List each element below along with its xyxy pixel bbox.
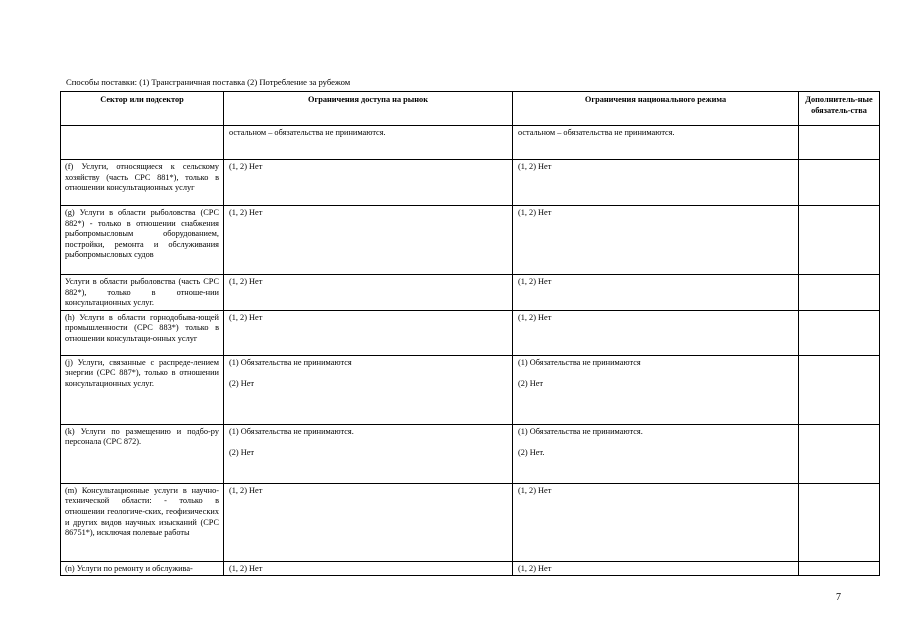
national-treatment-cell (513, 355, 799, 424)
national-treatment-cell: (1, 2) Нет (513, 561, 799, 576)
table-row (61, 160, 880, 206)
table-row (61, 126, 880, 160)
sector-cell: (h) Услуги в области горнодобыва-ющей промышленности (СРС 883*) только в отношении консультаци-онных услуг (61, 310, 224, 355)
national-treatment-line-2: (2) Нет. (518, 448, 545, 458)
market-access-line-2: (2) Нет (229, 448, 255, 458)
table-row (61, 275, 880, 311)
table-row (61, 483, 880, 561)
additional-cell (799, 561, 880, 576)
national-treatment-line-1: (1) Обязательства не принимаются. (518, 426, 643, 436)
market-access-cell: (1, 2) Нет (224, 310, 513, 355)
header-national-treatment: Ограничения национального режима (513, 92, 799, 126)
additional-cell (799, 355, 880, 424)
commitments-table (60, 91, 880, 576)
national-treatment-cell (513, 424, 799, 483)
market-access-line-2: (2) Нет (229, 379, 255, 389)
additional-cell (799, 160, 880, 206)
sector-cell: (n) Услуги по ремонту и обслужива- (61, 561, 224, 576)
header-sector: Сектор или подсектор (61, 92, 224, 126)
sector-cell: (m) Консультационные услуги в научно-технической области: - только в отношении геологиче-ских, геофизических и других видов научных изысканий (СРС 86751*), исключая полевые работы (61, 483, 224, 561)
sector-cell (61, 126, 224, 160)
market-access-line-1: (1) Обязательства не принимаются (229, 357, 352, 367)
additional-cell (799, 310, 880, 355)
additional-cell (799, 275, 880, 311)
sector-cell: Услуги в области рыболовства (часть СРС 882*), только в отноше-нии консультационных услуг. (61, 275, 224, 311)
market-access-cell: (1, 2) Нет (224, 561, 513, 576)
national-treatment-cell: (1, 2) Нет (513, 275, 799, 311)
national-treatment-cell: остальном – обязательства не принимаются. (513, 126, 799, 160)
additional-cell (799, 483, 880, 561)
market-access-cell: (1, 2) Нет (224, 160, 513, 206)
market-access-cell: остальном – обязательства не принимаются. (224, 126, 513, 160)
national-treatment-line-2: (2) Нет (518, 379, 544, 389)
market-access-cell: (1, 2) Нет (224, 206, 513, 275)
national-treatment-cell: (1, 2) Нет (513, 483, 799, 561)
sector-cell: (k) Услуги по размещению и подбо-ру персонала (СРС 872). (61, 424, 224, 483)
market-access-cell (224, 424, 513, 483)
table-row (61, 355, 880, 424)
sector-cell: (j) Услуги, связанные с распреде-лением энергии (СРС 887*), только в отношении консультационных услуг. (61, 355, 224, 424)
national-treatment-cell: (1, 2) Нет (513, 160, 799, 206)
market-access-cell: (1, 2) Нет (224, 483, 513, 561)
header-row (61, 92, 880, 126)
table-row (61, 424, 880, 483)
market-access-cell: (1, 2) Нет (224, 275, 513, 311)
additional-cell (799, 126, 880, 160)
additional-cell (799, 424, 880, 483)
national-treatment-line-1: (1) Обязательства не принимаются (518, 357, 641, 367)
market-access-line-1: (1) Обязательства не принимаются. (229, 426, 354, 436)
sector-cell: (g) Услуги в области рыболовства (СРС 882*) - только в отношении снабжения рыбопромысловым оборудованием, постройки, ремонта и обслуживания рыбопромысловых судов (61, 206, 224, 275)
page-number: 7 (836, 592, 841, 603)
table-row (61, 206, 880, 275)
table-row (61, 310, 880, 355)
additional-cell (799, 206, 880, 275)
national-treatment-cell: (1, 2) Нет (513, 206, 799, 275)
table-row (61, 561, 880, 576)
national-treatment-cell: (1, 2) Нет (513, 310, 799, 355)
header-additional: Дополнитель-ные обязатель-ства (799, 92, 880, 126)
sector-cell: (f) Услуги, относящиеся к сельскому хозяйству (часть СРС 881*), только в отношении консультационных услуг (61, 160, 224, 206)
market-access-cell (224, 355, 513, 424)
header-market-access: Ограничения доступа на рынок (224, 92, 513, 126)
table-caption: Способы поставки: (1) Трансграничная поставка (2) Потребление за рубежом (66, 77, 351, 87)
